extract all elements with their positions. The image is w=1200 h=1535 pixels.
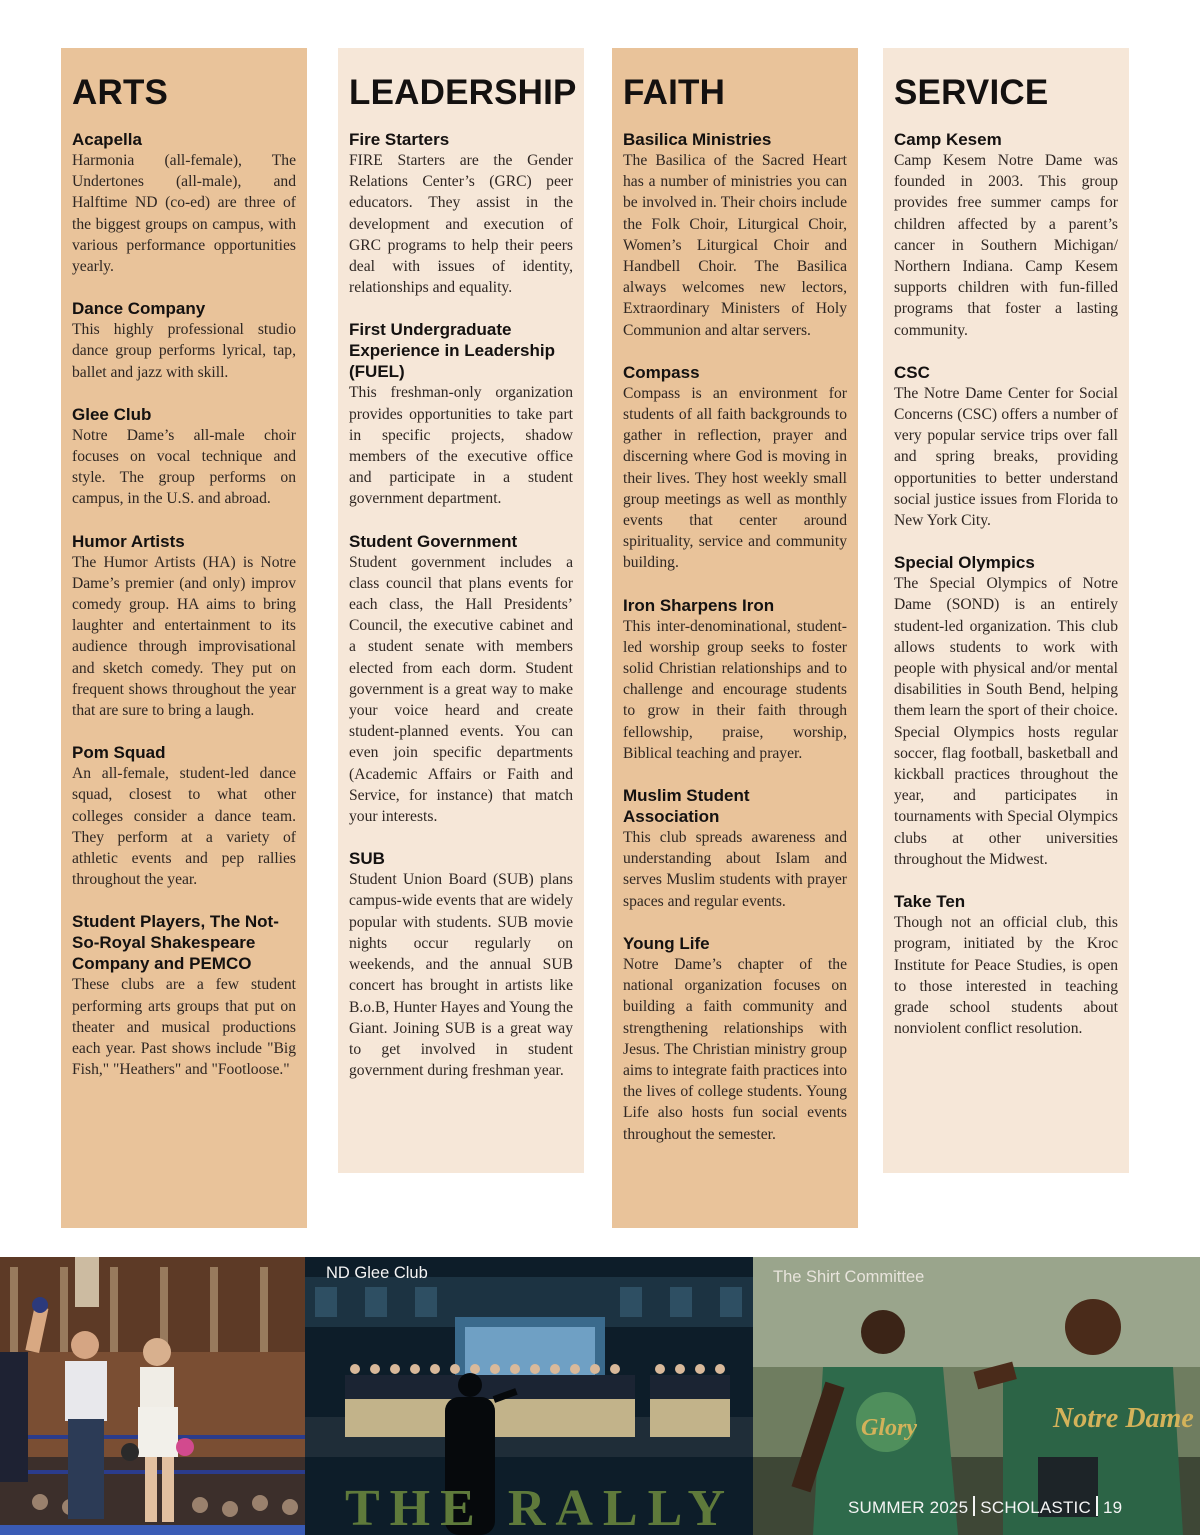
club-entry [894, 129, 1118, 341]
club-description: Notre Dame’s chapter of the national organization focuses on building a faith community and strengthening relationships with Jesus. The Christian ministry group aims to integrate faith practices into the lives of college students. Young Life also hosts fun social events throughout the semester. [623, 955, 847, 1143]
club-entry [623, 362, 847, 574]
column-faith [612, 48, 858, 1228]
club-description: This inter-denominational, student-led worship group seeks to foster solid Christian relationships and to challenge and encourage students to grow in their faith through fellowship, praise, worship, Biblical teaching and prayer. [623, 617, 847, 762]
club-name: Pom Squad [72, 743, 166, 763]
club-name: Special Olympics [894, 553, 1035, 573]
club-name: Young Life [623, 933, 710, 953]
publication-name: SCHOLASTIC [980, 1498, 1091, 1517]
club-name: First Undergraduate Experience in Leadership (FUEL) [349, 320, 555, 382]
club-name: Take Ten [894, 892, 966, 912]
club-entry [349, 129, 573, 298]
footer-divider [1096, 1496, 1098, 1516]
glee-club-illustration [305, 1257, 753, 1535]
photo-caption-glee: ND Glee Club [326, 1264, 428, 1282]
club-entry [894, 362, 1118, 531]
club-name: Muslim Student Association [623, 786, 750, 827]
column-title: LEADERSHIP [349, 73, 577, 112]
club-entry [894, 552, 1118, 870]
club-name: Student Players, The Not-So-Royal Shakespeare Company and PEMCO [72, 912, 279, 974]
club-description: Camp Kesem Notre Dame was founded in 2003. This group provides free summer camps for children affected by a parent’s cancer in Southern Michigan/ Northern Indiana. Camp Kesem supports children with fun-filled programs that foster a lasting community. [894, 152, 1118, 339]
club-description: Though not an official club, this program, initiated by the Kroc Institute for Peace Studies, is open to those interested in teaching grade school students about nonviolent conflict resolution. [894, 914, 1118, 1038]
column-service [883, 48, 1129, 1173]
column-title: ARTS [72, 73, 169, 112]
club-description: The Notre Dame Center for Social Concerns (CSC) offers a number of very popular service trips over fall and spring breaks, providing opportunities to better understand social justice issues from Florida to New York City. [894, 384, 1118, 530]
club-description: The Humor Artists (HA) is Notre Dame’s premier (and only) improv comedy group. HA aims to bring laughter and entertainment to its audience through improvisational and sketch comedy. They put on frequent shows throughout the year that are sure to bring a laugh. [72, 553, 296, 720]
club-description: The Special Olympics of Notre Dame (SOND) is an entirely student-led organization. This club allows students to work with people with physical and/or mental disabilities in South Bend, helping them learn the sport of their choice. Special Olympics hosts regular soccer, flag football, basketball and kickball practices throughout the year, and participates in tournaments with Special Olympics clubs at other universities throughout the Midwest. [894, 575, 1118, 868]
club-entry [72, 911, 296, 1080]
column-title: FAITH [623, 73, 726, 112]
club-description: This freshman-only organization provides opportunities to take part in specific projects, shadow members of the executive office and participate in a student government department. [349, 384, 573, 508]
column-arts [61, 48, 307, 1228]
footer-divider [973, 1496, 975, 1516]
club-entry [623, 785, 847, 912]
club-name: Dance Company [72, 299, 206, 319]
club-description: The Basilica of the Sacred Heart has a number of ministries you can be involved in. Their choirs include the Folk Choir, Liturgical Choir, Women’s Liturgical Choir and Handbell Choir. The Basilica always welcomes new lectors, Extraordinary Ministers of Holy Communion and altar servers. [623, 152, 847, 339]
club-entry [623, 595, 847, 764]
club-name: CSC [894, 362, 930, 382]
club-name: SUB [349, 849, 385, 869]
column-title: SERVICE [894, 73, 1049, 112]
page-number: 19 [1102, 1498, 1123, 1517]
club-description: An all-female, student-led dance squad, closest to what other colleges consider a dance team. They perform at a variety of athletic events and pep rallies throughout the year. [72, 765, 296, 889]
club-name: Basilica Ministries [623, 130, 772, 149]
club-description: Harmonia (all-female), The Undertones (all-male), and Halftime ND (co-ed) are three of the biggest groups on campus, with various performance opportunities yearly. [72, 152, 296, 276]
club-name: Acapella [72, 130, 142, 149]
club-name: Camp Kesem [894, 130, 1002, 149]
shirt-committee-illustration [753, 1257, 1200, 1535]
shirt-logo-text: Notre Dame [1053, 1403, 1194, 1434]
club-name: Student Government [349, 531, 518, 551]
club-name: Iron Sharpens Iron [623, 595, 775, 615]
club-description: These clubs are a few student performing arts groups that put on theater and musical productions each year. Past shows include "Big Fish," "Heathers" and "Footloose." [72, 976, 296, 1079]
club-entry [349, 319, 573, 509]
club-entry [894, 891, 1118, 1039]
club-entry [349, 848, 573, 1081]
club-name: Humor Artists [72, 531, 185, 551]
boxing-photo [0, 1257, 305, 1535]
club-name: Glee Club [72, 404, 152, 424]
photo-caption-shirt: The Shirt Committee [773, 1268, 925, 1286]
club-entry [72, 298, 296, 383]
boxing-illustration [0, 1257, 305, 1535]
club-entry [72, 129, 296, 277]
club-entry [72, 531, 296, 722]
club-entry [72, 404, 296, 510]
club-entry [623, 933, 847, 1145]
club-description: Student Union Board (SUB) plans campus-wide events that are widely popular with students. SUB movie nights occur regularly on weekends, and the annual SUB concert has brought in artists like B.o.B, Hunter Hayes and Young the Giant. Joining SUB is a great way to get involved in student government during freshman year. [349, 871, 573, 1080]
page-footer [848, 1496, 1122, 1518]
glee-club-photo [305, 1257, 753, 1535]
club-description: Student government includes a class council that plans events for each class, the Hall Presidents’ Council, the executive cabinet and a student senate with members elected from each dorm. Student government is a great way to make your voice heard and create student-planned events. You can even join specific departments (Academic Affairs or Faith and Service, for instance) that match your interests. [349, 553, 573, 826]
rally-sign: THE RALLY [345, 1480, 736, 1535]
club-name: Fire Starters [349, 130, 450, 149]
club-name: Compass [623, 362, 700, 382]
club-description: Notre Dame’s all-male choir focuses on vocal technique and style. The group performs on campus, in the U.S. and abroad. [72, 426, 296, 508]
shirt-front-text: Glory [861, 1415, 917, 1441]
club-entry [72, 742, 296, 890]
club-description: Compass is an environment for students of all faith backgrounds to gather in reflection, prayer and discerning where God is moving in their lives. They host weekly small group meetings as well as monthly events that center around spirituality, service and community building. [623, 384, 847, 572]
club-description: This club spreads awareness and understanding about Islam and serves Muslim students with prayer spaces and regular events. [623, 829, 847, 910]
column-leadership [338, 48, 584, 1173]
issue-label: SUMMER 2025 [848, 1498, 969, 1517]
shirt-committee-photo [753, 1257, 1200, 1535]
club-description: FIRE Starters are the Gender Relations Center’s (GRC) peer educators. They assist in the development and execution of GRC programs to help their peers deal with issues of identity, relationships and equality. [349, 152, 573, 297]
club-entry [623, 129, 847, 341]
club-description: This highly professional studio dance group performs lyrical, tap, ballet and jazz with skill. [72, 321, 296, 381]
club-entry [349, 531, 573, 828]
